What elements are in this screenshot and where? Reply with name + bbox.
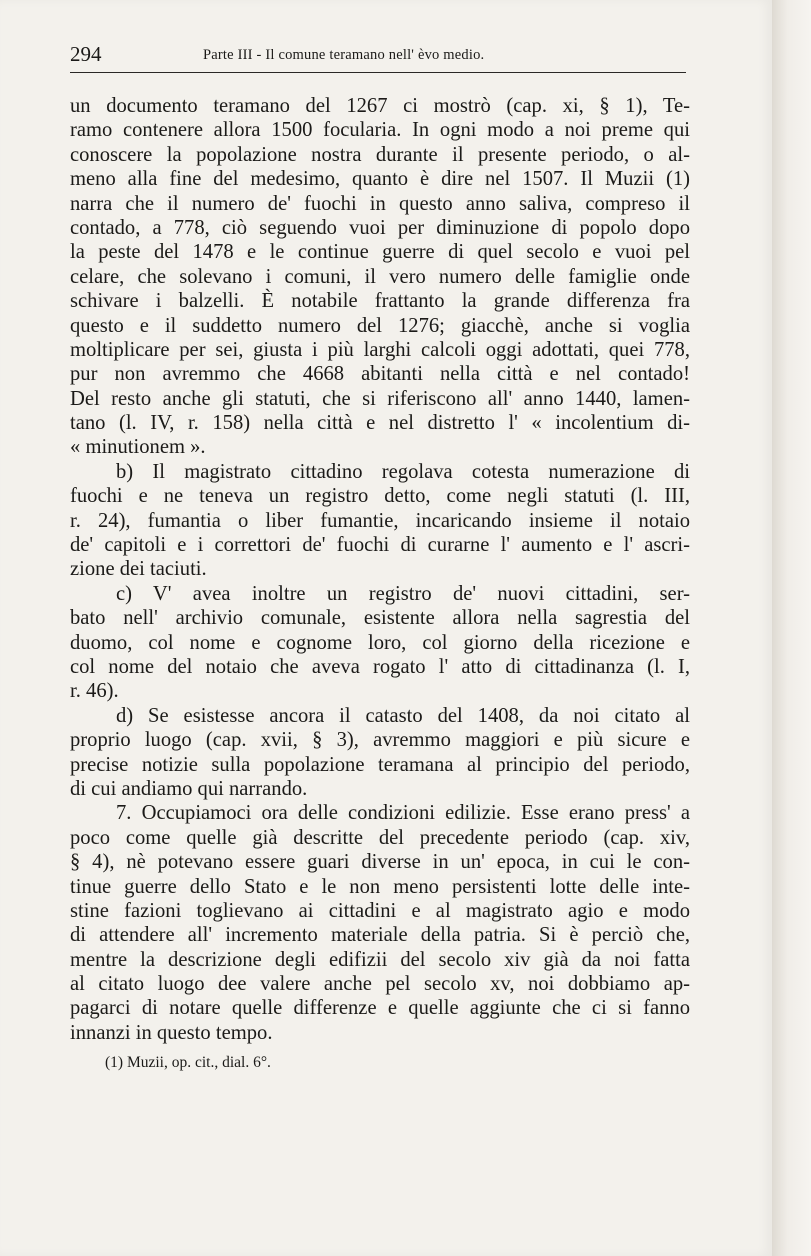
text-line: pagarci di notare quelle differenze e quelle aggiunte che ci si fanno bbox=[70, 997, 690, 1020]
text-line: stine fazioni toglievano ai cittadini e al magistrato agio e modo bbox=[70, 899, 690, 922]
page-header bbox=[70, 38, 686, 73]
text-line: tano (l. IV, r. 158) nella città e nel distretto l' « incolentium di- bbox=[70, 412, 690, 435]
text-line: di attendere all' incremento materiale della patria. Si è perciò che, bbox=[70, 924, 690, 947]
text-line: duomo, col nome e cognome loro, col giorno della ricezione e bbox=[70, 631, 690, 654]
text-line: proprio luogo (cap. xvii, § 3), avremmo maggiori e più sicure e bbox=[70, 729, 690, 752]
body-text bbox=[70, 94, 690, 1045]
text-line: pur non avremmo che 4668 abitanti nella città e nel contado! bbox=[70, 363, 690, 386]
text-line: bato nell' archivio comunale, esistente allora nella sagrestia del bbox=[70, 607, 690, 630]
text-line: d) Se esistesse ancora il catasto del 1408, da noi citato al bbox=[116, 704, 690, 727]
text-line: fuochi e ne teneva un registro detto, come negli statuti (l. III, bbox=[70, 485, 690, 508]
page-number: 294 bbox=[70, 42, 102, 66]
text-line: celare, che solevano i comuni, il vero numero delle famiglie onde bbox=[70, 265, 690, 288]
text-line: c) V' avea inoltre un registro de' nuovi cittadini, ser- bbox=[116, 582, 690, 605]
running-head: Parte III - Il comune teramano nell' èvo medio. bbox=[203, 47, 485, 63]
text-line: narra che il numero de' fuochi in questo anno saliva, compreso il bbox=[70, 192, 690, 215]
text-line: Del resto anche gli statuti, che si riferiscono all' anno 1440, lamen- bbox=[70, 387, 690, 410]
text-line: de' capitoli e i correttori de' fuochi di curarne l' aumento e l' ascri- bbox=[70, 534, 690, 557]
text-line: questo e il suddetto numero del 1276; giacchè, anche si voglia bbox=[70, 314, 690, 337]
text-line: « minutionem ». bbox=[70, 436, 206, 459]
text-line: moltiplicare per sei, giusta i più larghi calcoli oggi adottati, quei 778, bbox=[70, 338, 690, 361]
text-line: la peste del 1478 e le continue guerre di quel secolo e vuoi pel bbox=[70, 241, 690, 264]
text-line: di cui andiamo qui narrando. bbox=[70, 777, 308, 800]
text-line: tinue guerre dello Stato e le non meno persistenti lotte delle inte- bbox=[70, 875, 690, 898]
text-line: precise notizie sulla popolazione teramana al principio del periodo, bbox=[70, 753, 690, 776]
text-line: 7. Occupiamoci ora delle condizioni edilizie. Esse erano press' a bbox=[116, 802, 690, 825]
text-line: ramo contenere allora 1500 focularia. In ogni modo a noi preme qui bbox=[70, 119, 690, 142]
text-line: § 4), nè potevano essere guari diverse in un' epoca, in cui le con- bbox=[70, 851, 690, 874]
text-line: col nome del notaio che aveva rogato l' atto di cittadinanza (l. I, bbox=[70, 655, 690, 678]
text-line: r. 24), fumantia o liber fumantie, incaricando insieme il notaio bbox=[70, 509, 690, 532]
text-line: meno alla fine del medesimo, quanto è dire nel 1507. Il Muzii (1) bbox=[70, 168, 690, 191]
footnote: (1) Muzii, op. cit., dial. 6°. bbox=[105, 1054, 271, 1071]
text-line: al citato luogo dee valere anche pel secolo xv, noi dobbiamo ap- bbox=[70, 973, 690, 996]
text-line: contado, a 778, ciò seguendo vuoi per diminuzione di popolo dopo bbox=[70, 216, 690, 239]
text-line: un documento teramano del 1267 ci mostrò (cap. xi, § 1), Te- bbox=[70, 95, 690, 117]
text-line: innanzi in questo tempo. bbox=[70, 1021, 273, 1044]
text-line: mentre la descrizione degli edifizii del secolo xiv già da noi fatta bbox=[70, 948, 690, 971]
text-line: r. 46). bbox=[70, 680, 119, 703]
text-line: conoscere la popolazione nostra durante il presente periodo, o al- bbox=[70, 143, 690, 166]
text-line: schivare i balzelli. È notabile frattanto la grande differenza fra bbox=[70, 290, 690, 313]
text-line: poco come quelle già descritte del precedente periodo (cap. xiv, bbox=[70, 826, 690, 849]
text-line: b) Il magistrato cittadino regolava cotesta numerazione di bbox=[116, 460, 690, 483]
text-line: zione dei taciuti. bbox=[70, 558, 207, 581]
page-gutter bbox=[772, 0, 811, 1256]
